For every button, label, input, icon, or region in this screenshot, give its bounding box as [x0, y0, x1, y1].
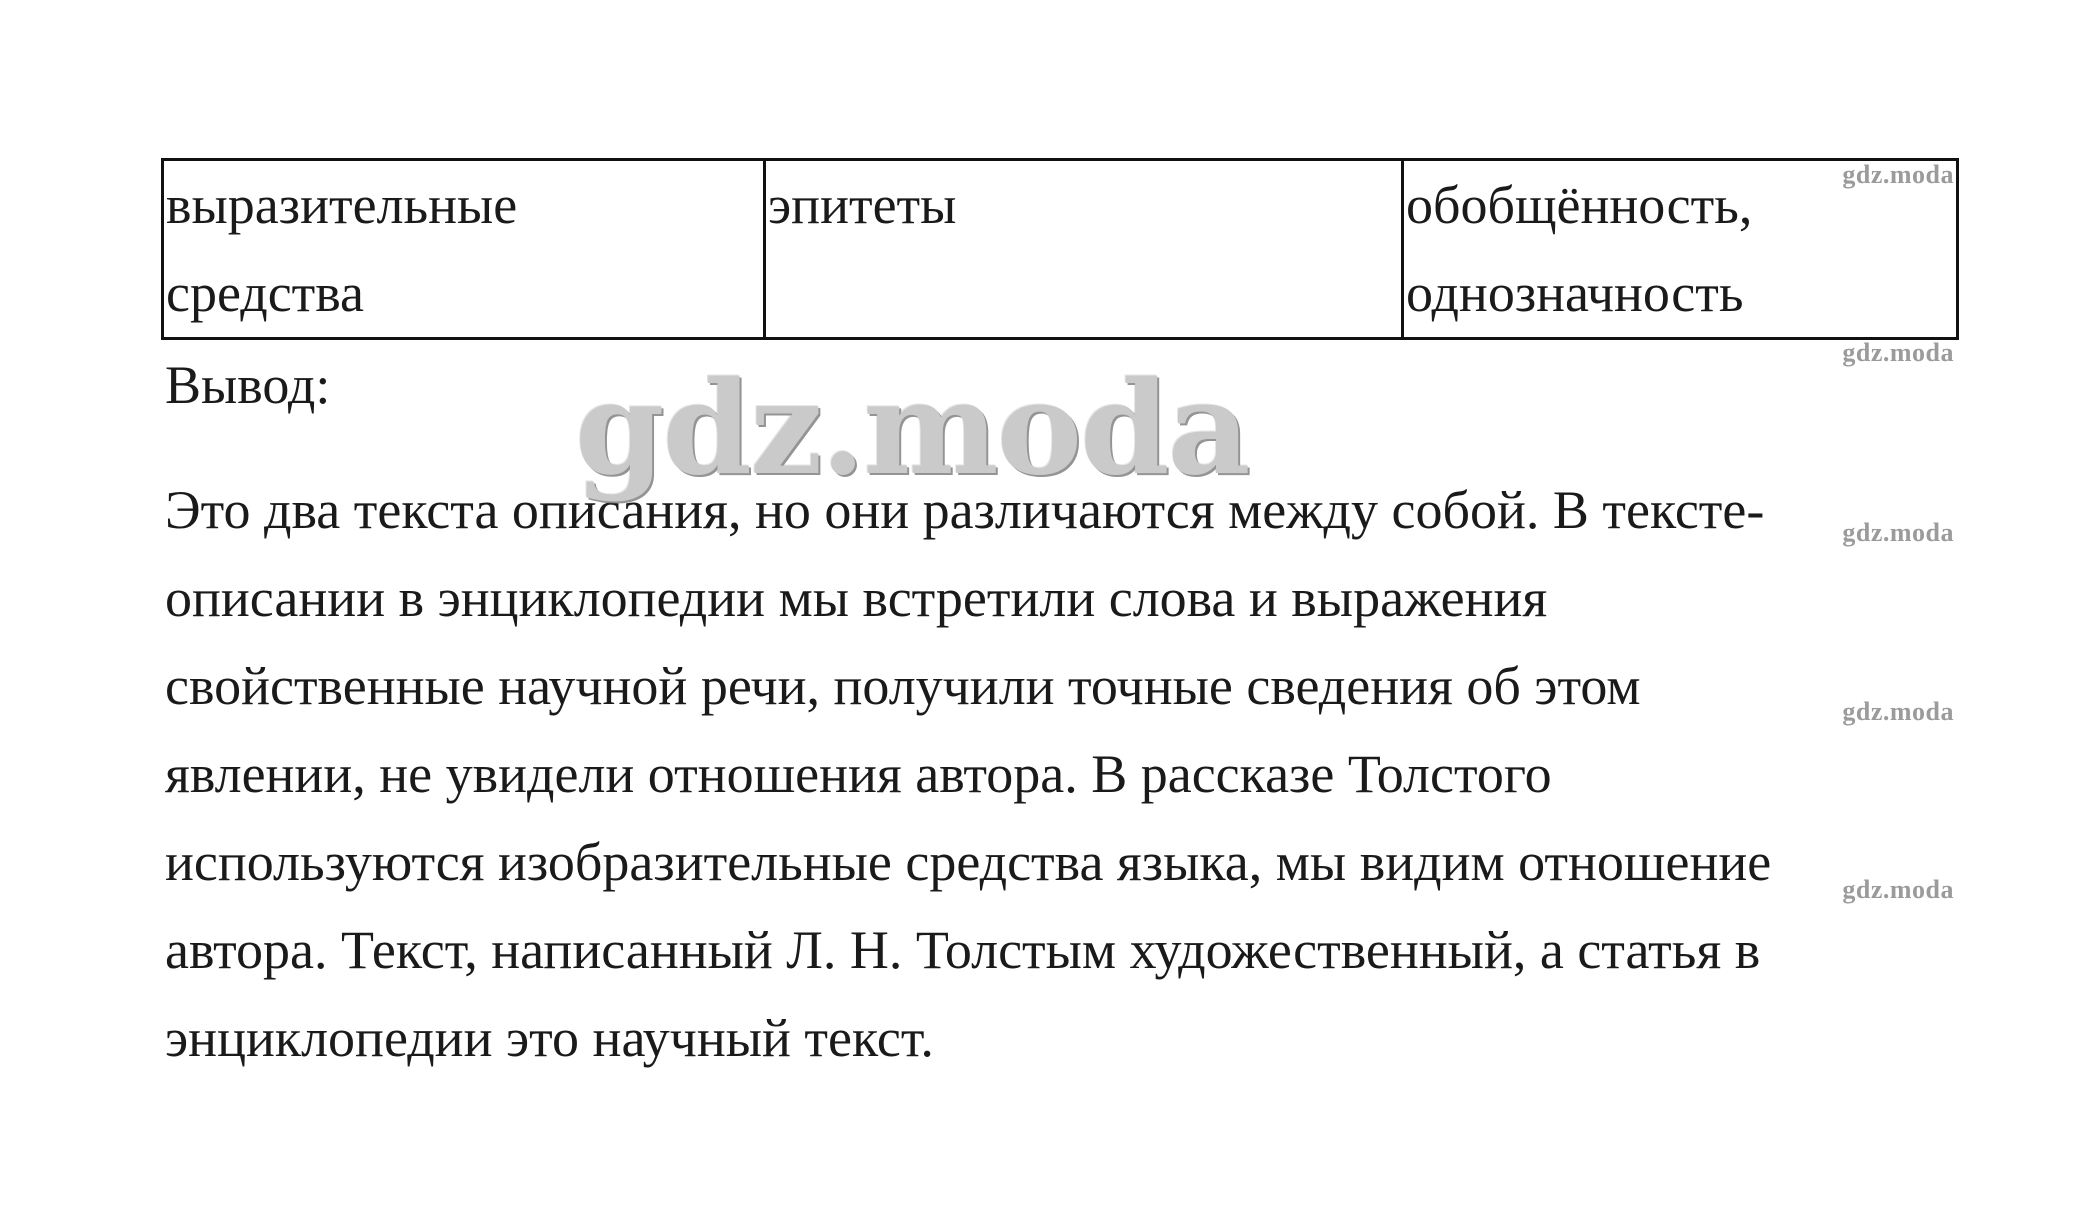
cell-line: эпитеты — [768, 175, 957, 235]
conclusion-paragraph — [165, 466, 1965, 1082]
paragraph-line: энциклопедии это научный текст. — [165, 1008, 934, 1068]
cell-line: обобщённость, — [1406, 175, 1753, 235]
cell-line: выразительные — [166, 175, 518, 235]
watermark-small: gdz.moda — [1842, 338, 1954, 367]
comparison-table — [161, 158, 1959, 340]
cell-line: однозначность — [1406, 263, 1744, 323]
watermark-small: gdz.moda — [1842, 875, 1954, 904]
watermark-small: gdz.moda — [1842, 518, 1954, 547]
paragraph-line: свойственные научной речи, получили точные сведения об этом — [165, 656, 1641, 716]
watermark-small: gdz.moda — [1842, 160, 1954, 189]
paragraph-line: явлении, не увидели отношения автора. В рассказе Толстого — [165, 744, 1552, 804]
cell-line: средства — [166, 263, 365, 323]
watermark-large: gdz.moda — [575, 354, 1249, 504]
table-cell-feature — [163, 160, 765, 339]
paragraph-line: автора. Текст, написанный Л. Н. Толстым художественный, а статья в — [165, 920, 1761, 980]
paragraph-line: описании в энциклопедии мы встретили слова и выражения — [165, 568, 1548, 628]
paragraph-line: Это два текста описания, но они различаются между собой. В тексте- — [165, 480, 1765, 540]
table-cell-encyclopedia — [765, 160, 1403, 339]
watermark-small: gdz.moda — [1842, 697, 1954, 726]
paragraph-line: используются изобразительные средства языка, мы видим отношение — [165, 832, 1772, 892]
conclusion-label: Вывод: — [165, 355, 331, 415]
table-row — [163, 160, 1958, 339]
